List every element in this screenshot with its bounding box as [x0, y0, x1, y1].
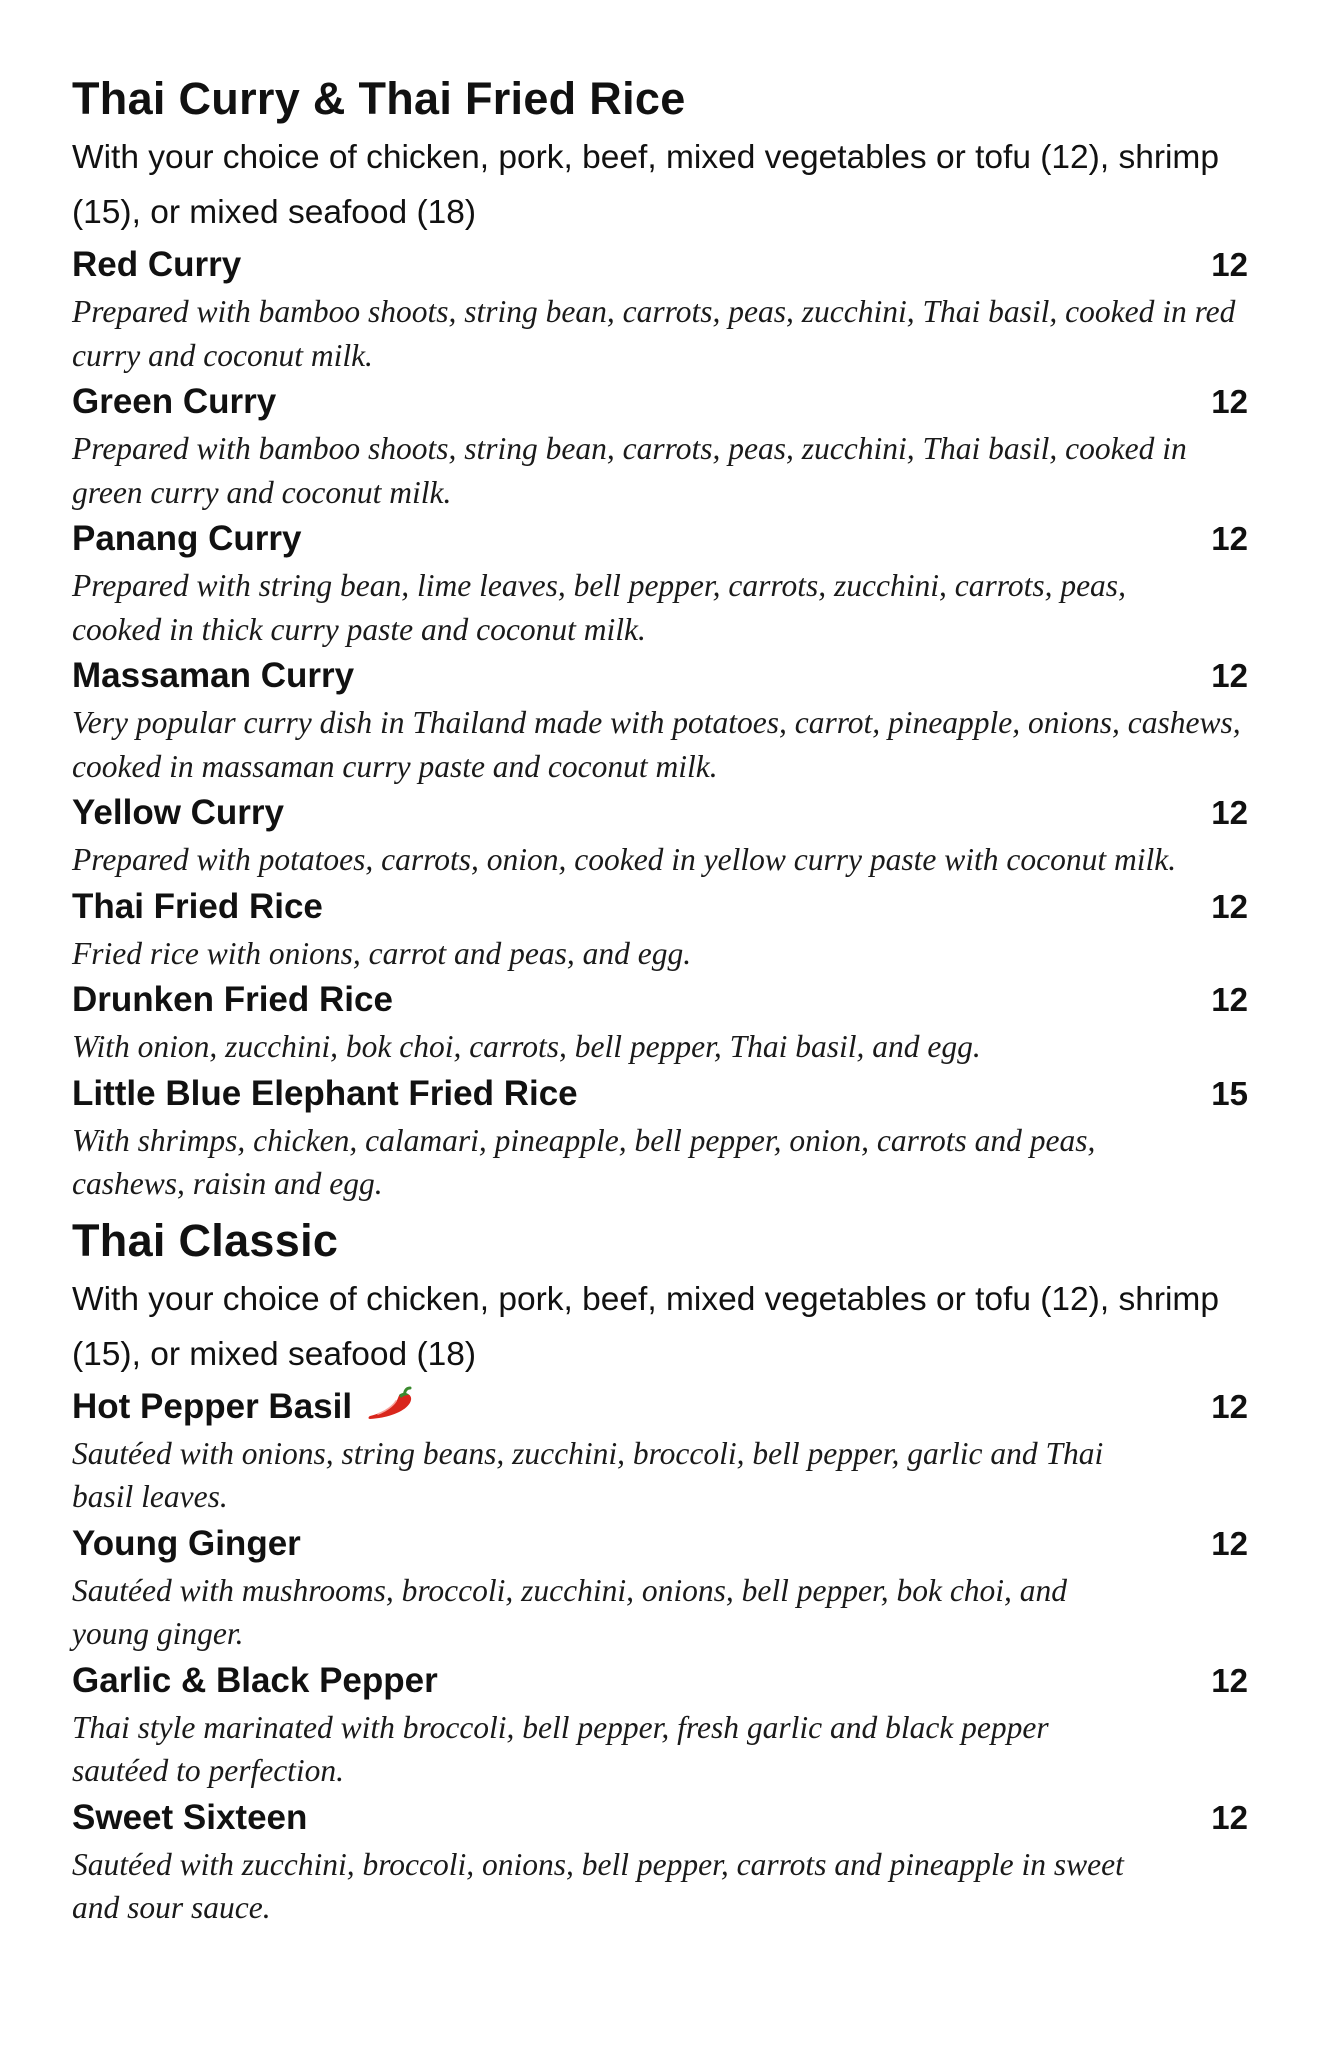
section-intro: With your choice of chicken, pork, beef, mixed vegetables or tofu (12), shrimp (15), or mixed seafood (18) [72, 1280, 1219, 1373]
menu-item [72, 1656, 1248, 1793]
item-name: Thai Fried Rice [72, 886, 323, 926]
item-name: Drunken Fried Rice [72, 980, 393, 1019]
item-description: Sautéed with onions, string beans, zucchini, broccoli, bell pepper, garlic and Thai basil leaves. [72, 1435, 1104, 1514]
chili-pepper-icon [366, 1382, 418, 1422]
item-name: Sweet Sixteen [72, 1797, 308, 1837]
item-price: 12 [1211, 383, 1248, 420]
item-price: 12 [1211, 1524, 1248, 1562]
item-price: 12 [1211, 1798, 1248, 1836]
menu-item [72, 882, 1248, 976]
menu-item [72, 514, 1248, 651]
item-description: Prepared with bamboo shoots, string bean, carrots, peas, zucchini, Thai basil, cooked in green curry and coconut milk. [72, 431, 1187, 510]
menu-item [72, 1793, 1248, 1930]
item-description: Sautéed with zucchini, broccoli, onions, bell pepper, carrots and pineapple in sweet and sour sauce. [72, 1846, 1124, 1925]
item-price: 12 [1211, 794, 1248, 831]
section-thai-curry [72, 72, 1248, 1206]
item-name: Garlic & Black Pepper [72, 1660, 438, 1700]
menu-page [72, 72, 1248, 1930]
menu-item [72, 1382, 1248, 1519]
item-description: Very popular curry dish in Thailand made with potatoes, carrot, pineapple, onions, cashews, cooked in massaman curry paste and coconut milk. [72, 705, 1241, 784]
section-intro: With your choice of chicken, pork, beef, mixed vegetables or tofu (12), shrimp (15), or mixed seafood (18) [72, 139, 1219, 231]
item-price: 12 [1211, 1387, 1248, 1425]
section-thai-classic [72, 1214, 1248, 1930]
menu-item [72, 651, 1248, 788]
item-name: Little Blue Elephant Fried Rice [72, 1073, 578, 1113]
item-name: Red Curry [72, 245, 242, 284]
item-price: 12 [1211, 246, 1248, 283]
item-name: Hot Pepper Basil [72, 1386, 353, 1426]
item-name: Green Curry [72, 382, 277, 421]
item-description: Prepared with bamboo shoots, string bean, carrots, peas, zucchini, Thai basil, cooked in red curry and coconut milk. [72, 294, 1236, 373]
item-name: Panang Curry [72, 519, 302, 558]
item-description: Thai style marinated with broccoli, bell pepper, fresh garlic and black pepper sautéed to perfection. [72, 1709, 1049, 1788]
item-name-row [72, 1382, 418, 1432]
item-price: 12 [1211, 657, 1248, 694]
item-name: Massaman Curry [72, 656, 355, 695]
item-name: Yellow Curry [72, 793, 285, 832]
menu-item [72, 240, 1248, 377]
item-name: Young Ginger [72, 1523, 301, 1563]
item-description: Sautéed with mushrooms, broccoli, zucchini, onions, bell pepper, bok choi, and young ginger. [72, 1572, 1068, 1651]
item-description: With onion, zucchini, bok choi, carrots, bell pepper, Thai basil, and egg. [72, 1029, 981, 1064]
item-description: Fried rice with onions, carrot and peas, and egg. [72, 935, 692, 971]
menu-item [72, 1069, 1248, 1206]
menu-item [72, 377, 1248, 514]
menu-item [72, 1519, 1248, 1656]
section-title: Thai Curry & Thai Fried Rice [72, 73, 686, 124]
menu-item [72, 975, 1248, 1069]
item-price: 15 [1211, 1074, 1248, 1112]
item-price: 12 [1211, 887, 1248, 925]
item-description: Prepared with string bean, lime leaves, bell pepper, carrots, zucchini, carrots, peas, cooked in thick curry paste and coconut milk. [72, 568, 1126, 647]
item-description: Prepared with potatoes, carrots, onion, cooked in yellow curry paste with coconut milk. [72, 842, 1177, 877]
item-description: With shrimps, chicken, calamari, pineapple, bell pepper, onion, carrots and peas, cashews, raisin and egg. [72, 1122, 1096, 1201]
section-title: Thai Classic [72, 1214, 339, 1266]
menu-item [72, 788, 1248, 882]
item-price: 12 [1211, 981, 1248, 1018]
item-price: 12 [1211, 520, 1248, 557]
item-price: 12 [1211, 1661, 1248, 1699]
